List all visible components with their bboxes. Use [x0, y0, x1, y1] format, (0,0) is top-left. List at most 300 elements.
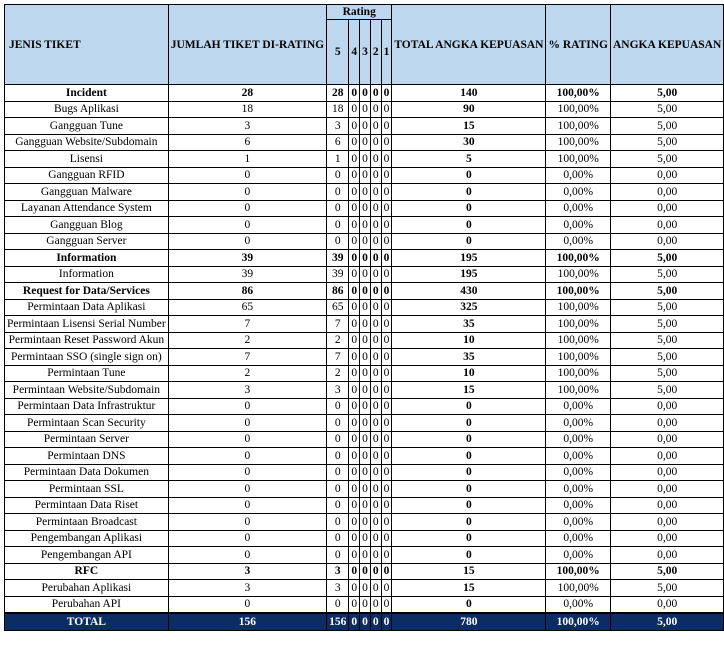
cell-r1: 0: [381, 563, 392, 580]
cell-pct: 100,00%: [546, 250, 611, 267]
cell-angka: 5,00: [610, 266, 723, 283]
total-r2: 0: [370, 613, 381, 631]
cell-r4: 0: [349, 349, 360, 366]
ticket-type-name: Permintaan Data Riset: [5, 497, 169, 514]
cell-jumlah: 7: [168, 349, 326, 366]
cell-r2: 0: [370, 448, 381, 465]
ticket-type-name: Permintaan SSL: [5, 481, 169, 498]
cell-r5: 0: [327, 415, 349, 432]
cell-r3: 0: [360, 184, 371, 201]
cell-jumlah: 0: [168, 217, 326, 234]
cell-r1: 0: [381, 134, 392, 151]
cell-r1: 0: [381, 167, 392, 184]
ticket-rating-table: [4, 4, 724, 631]
header-rating-2: 2: [370, 20, 381, 85]
cell-r2: 0: [370, 299, 381, 316]
cell-r1: 0: [381, 497, 392, 514]
cell-r1: 0: [381, 481, 392, 498]
cell-total: 35: [392, 349, 546, 366]
cell-r3: 0: [360, 85, 371, 102]
cell-r1: 0: [381, 316, 392, 333]
header-persen-rating: % RATING: [546, 5, 611, 85]
cell-r2: 0: [370, 365, 381, 382]
cell-total: 30: [392, 134, 546, 151]
table-row: [5, 464, 724, 481]
total-r1: 0: [381, 613, 392, 631]
cell-total: 0: [392, 547, 546, 564]
cell-total: 10: [392, 365, 546, 382]
cell-jumlah: 0: [168, 415, 326, 432]
cell-total: 0: [392, 497, 546, 514]
table-row: [5, 134, 724, 151]
cell-r1: 0: [381, 349, 392, 366]
cell-r4: 0: [349, 134, 360, 151]
cell-r2: 0: [370, 596, 381, 613]
cell-r2: 0: [370, 530, 381, 547]
cell-r5: 2: [327, 332, 349, 349]
cell-r5: 0: [327, 596, 349, 613]
cell-jumlah: 2: [168, 332, 326, 349]
cell-r5: 65: [327, 299, 349, 316]
cell-r1: 0: [381, 217, 392, 234]
ticket-type-name: Pengembangan API: [5, 547, 169, 564]
header-total-angka-kepuasan: TOTAL ANGKA KEPUASAN: [392, 5, 546, 85]
cell-total: 10: [392, 332, 546, 349]
cell-r4: 0: [349, 316, 360, 333]
table-row: [5, 316, 724, 333]
cell-r2: 0: [370, 547, 381, 564]
cell-r3: 0: [360, 200, 371, 217]
table-row: [5, 118, 724, 135]
ticket-type-name: Perubahan API: [5, 596, 169, 613]
cell-r3: 0: [360, 431, 371, 448]
cell-total: 0: [392, 233, 546, 250]
cell-pct: 100,00%: [546, 85, 611, 102]
table-row: [5, 266, 724, 283]
ticket-type-name: Permintaan Data Aplikasi: [5, 299, 169, 316]
cell-pct: 0,00%: [546, 547, 611, 564]
cell-r4: 0: [349, 464, 360, 481]
cell-total: 5: [392, 151, 546, 168]
cell-r2: 0: [370, 283, 381, 300]
cell-r3: 0: [360, 415, 371, 432]
total-r3: 0: [360, 613, 371, 631]
total-label: TOTAL: [5, 613, 169, 631]
ticket-type-name: Bugs Aplikasi: [5, 101, 169, 118]
cell-pct: 0,00%: [546, 398, 611, 415]
cell-angka: 0,00: [610, 398, 723, 415]
ticket-type-name: Gangguan Server: [5, 233, 169, 250]
cell-total: 0: [392, 431, 546, 448]
table-row: [5, 596, 724, 613]
cell-pct: 100,00%: [546, 316, 611, 333]
cell-r4: 0: [349, 481, 360, 498]
cell-pct: 100,00%: [546, 151, 611, 168]
cell-pct: 100,00%: [546, 332, 611, 349]
cell-r1: 0: [381, 332, 392, 349]
cell-pct: 100,00%: [546, 580, 611, 597]
cell-pct: 0,00%: [546, 184, 611, 201]
total-pct: 100,00%: [546, 613, 611, 631]
table-row: [5, 398, 724, 415]
ticket-type-name: Permintaan Server: [5, 431, 169, 448]
table-body: [5, 85, 724, 614]
cell-r4: 0: [349, 184, 360, 201]
cell-jumlah: 39: [168, 266, 326, 283]
cell-jumlah: 0: [168, 167, 326, 184]
cell-r4: 0: [349, 365, 360, 382]
cell-total: 15: [392, 382, 546, 399]
cell-angka: 5,00: [610, 332, 723, 349]
ticket-type-name: Permintaan Scan Security: [5, 415, 169, 432]
cell-pct: 100,00%: [546, 299, 611, 316]
cell-total: 0: [392, 464, 546, 481]
cell-jumlah: 0: [168, 547, 326, 564]
cell-r1: 0: [381, 547, 392, 564]
cell-r3: 0: [360, 448, 371, 465]
cell-r5: 0: [327, 530, 349, 547]
cell-r2: 0: [370, 332, 381, 349]
cell-r4: 0: [349, 233, 360, 250]
cell-r3: 0: [360, 250, 371, 267]
cell-r4: 0: [349, 596, 360, 613]
cell-jumlah: 0: [168, 530, 326, 547]
cell-r5: 0: [327, 464, 349, 481]
cell-r1: 0: [381, 514, 392, 531]
cell-r4: 0: [349, 200, 360, 217]
header-rating-3: 3: [360, 20, 371, 85]
cell-r5: 0: [327, 184, 349, 201]
cell-r5: 0: [327, 200, 349, 217]
cell-r3: 0: [360, 464, 371, 481]
ticket-type-name: Gangguan Malware: [5, 184, 169, 201]
cell-jumlah: 7: [168, 316, 326, 333]
cell-r5: 0: [327, 233, 349, 250]
cell-angka: 5,00: [610, 316, 723, 333]
cell-angka: 0,00: [610, 200, 723, 217]
header-rating: Rating: [327, 5, 392, 20]
cell-r2: 0: [370, 481, 381, 498]
cell-total: 15: [392, 118, 546, 135]
cell-r2: 0: [370, 184, 381, 201]
cell-r2: 0: [370, 85, 381, 102]
cell-pct: 100,00%: [546, 134, 611, 151]
cell-r3: 0: [360, 514, 371, 531]
header-angka-kepuasan: ANGKA KEPUASAN: [610, 5, 723, 85]
cell-r3: 0: [360, 266, 371, 283]
cell-angka: 5,00: [610, 580, 723, 597]
cell-r3: 0: [360, 530, 371, 547]
cell-pct: 0,00%: [546, 530, 611, 547]
header-rating-1: 1: [381, 20, 392, 85]
cell-r5: 0: [327, 514, 349, 531]
cell-r1: 0: [381, 530, 392, 547]
cell-jumlah: 18: [168, 101, 326, 118]
cell-r3: 0: [360, 118, 371, 135]
cell-jumlah: 86: [168, 283, 326, 300]
cell-angka: 0,00: [610, 481, 723, 498]
cell-r5: 39: [327, 250, 349, 267]
cell-pct: 0,00%: [546, 497, 611, 514]
ticket-type-name: Permintaan Data Infrastruktur: [5, 398, 169, 415]
cell-total: 0: [392, 448, 546, 465]
cell-angka: 5,00: [610, 349, 723, 366]
cell-jumlah: 2: [168, 365, 326, 382]
cell-pct: 0,00%: [546, 233, 611, 250]
cell-r1: 0: [381, 415, 392, 432]
cell-jumlah: 0: [168, 200, 326, 217]
cell-jumlah: 1: [168, 151, 326, 168]
ticket-type-name: Gangguan RFID: [5, 167, 169, 184]
total-jumlah: 156: [168, 613, 326, 631]
cell-r4: 0: [349, 448, 360, 465]
cell-pct: 0,00%: [546, 464, 611, 481]
cell-r2: 0: [370, 233, 381, 250]
cell-r4: 0: [349, 250, 360, 267]
category-row: [5, 250, 724, 267]
cell-r5: 39: [327, 266, 349, 283]
ticket-type-name: Permintaan Tune: [5, 365, 169, 382]
ticket-type-name: Lisensi: [5, 151, 169, 168]
cell-r1: 0: [381, 398, 392, 415]
table-row: [5, 497, 724, 514]
cell-jumlah: 3: [168, 118, 326, 135]
cell-jumlah: 0: [168, 514, 326, 531]
cell-angka: 0,00: [610, 415, 723, 432]
cell-total: 430: [392, 283, 546, 300]
table-row: [5, 514, 724, 531]
cell-total: 0: [392, 200, 546, 217]
table-row: [5, 299, 724, 316]
cell-jumlah: 0: [168, 596, 326, 613]
cell-total: 90: [392, 101, 546, 118]
cell-angka: 0,00: [610, 448, 723, 465]
cell-r3: 0: [360, 101, 371, 118]
cell-r4: 0: [349, 580, 360, 597]
ticket-type-name: Gangguan Blog: [5, 217, 169, 234]
cell-pct: 0,00%: [546, 448, 611, 465]
cell-angka: 5,00: [610, 563, 723, 580]
cell-r4: 0: [349, 547, 360, 564]
cell-pct: 100,00%: [546, 266, 611, 283]
header-jumlah-tiket: JUMLAH TIKET DI-RATING: [168, 5, 326, 85]
cell-total: 0: [392, 530, 546, 547]
cell-total: 195: [392, 266, 546, 283]
cell-pct: 100,00%: [546, 101, 611, 118]
header-rating-4: 4: [349, 20, 360, 85]
cell-angka: 0,00: [610, 497, 723, 514]
cell-angka: 5,00: [610, 283, 723, 300]
cell-angka: 0,00: [610, 514, 723, 531]
table-row: [5, 233, 724, 250]
table-row: [5, 349, 724, 366]
cell-total: 325: [392, 299, 546, 316]
ticket-type-name: Gangguan Website/Subdomain: [5, 134, 169, 151]
ticket-type-name: Permintaan Broadcast: [5, 514, 169, 531]
total-kepuasan: 5,00: [610, 613, 723, 631]
cell-r4: 0: [349, 299, 360, 316]
cell-r5: 3: [327, 118, 349, 135]
cell-r5: 1: [327, 151, 349, 168]
cell-r1: 0: [381, 266, 392, 283]
cell-pct: 100,00%: [546, 283, 611, 300]
cell-r2: 0: [370, 415, 381, 432]
cell-r1: 0: [381, 464, 392, 481]
cell-angka: 0,00: [610, 596, 723, 613]
cell-angka: 5,00: [610, 382, 723, 399]
cell-pct: 0,00%: [546, 217, 611, 234]
cell-r2: 0: [370, 266, 381, 283]
cell-r5: 0: [327, 217, 349, 234]
cell-angka: 0,00: [610, 217, 723, 234]
cell-r3: 0: [360, 481, 371, 498]
cell-r3: 0: [360, 382, 371, 399]
cell-jumlah: 3: [168, 563, 326, 580]
table-row: [5, 580, 724, 597]
category-row: [5, 283, 724, 300]
cell-r3: 0: [360, 563, 371, 580]
cell-r1: 0: [381, 85, 392, 102]
cell-jumlah: 3: [168, 580, 326, 597]
cell-r1: 0: [381, 200, 392, 217]
cell-total: 0: [392, 481, 546, 498]
cell-angka: 5,00: [610, 365, 723, 382]
table-row: [5, 101, 724, 118]
cell-total: 0: [392, 167, 546, 184]
cell-r2: 0: [370, 349, 381, 366]
table-row: [5, 365, 724, 382]
cell-r3: 0: [360, 167, 371, 184]
cell-angka: 0,00: [610, 233, 723, 250]
cell-r4: 0: [349, 101, 360, 118]
cell-r4: 0: [349, 283, 360, 300]
ticket-type-name: Permintaan Reset Password Akun: [5, 332, 169, 349]
cell-jumlah: 65: [168, 299, 326, 316]
cell-pct: 0,00%: [546, 431, 611, 448]
cell-r1: 0: [381, 283, 392, 300]
cell-total: 0: [392, 514, 546, 531]
cell-total: 195: [392, 250, 546, 267]
cell-r4: 0: [349, 118, 360, 135]
cell-r3: 0: [360, 151, 371, 168]
cell-total: 0: [392, 217, 546, 234]
cell-r1: 0: [381, 365, 392, 382]
cell-r1: 0: [381, 580, 392, 597]
cell-r5: 7: [327, 349, 349, 366]
table-row: [5, 200, 724, 217]
cell-r3: 0: [360, 233, 371, 250]
cell-angka: 0,00: [610, 184, 723, 201]
cell-r3: 0: [360, 349, 371, 366]
cell-r1: 0: [381, 151, 392, 168]
cell-r5: 6: [327, 134, 349, 151]
cell-r5: 3: [327, 563, 349, 580]
cell-total: 0: [392, 184, 546, 201]
cell-r3: 0: [360, 316, 371, 333]
ticket-type-name: Permintaan Lisensi Serial Number: [5, 316, 169, 333]
cell-r2: 0: [370, 580, 381, 597]
cell-angka: 5,00: [610, 101, 723, 118]
cell-pct: 100,00%: [546, 118, 611, 135]
cell-r4: 0: [349, 217, 360, 234]
category-row: [5, 563, 724, 580]
cell-r1: 0: [381, 250, 392, 267]
cell-r5: 0: [327, 497, 349, 514]
cell-r2: 0: [370, 134, 381, 151]
cell-r3: 0: [360, 283, 371, 300]
cell-jumlah: 39: [168, 250, 326, 267]
cell-r2: 0: [370, 101, 381, 118]
header-row-top: [5, 5, 724, 20]
cell-r2: 0: [370, 250, 381, 267]
cell-angka: 0,00: [610, 530, 723, 547]
cell-r5: 0: [327, 167, 349, 184]
cell-jumlah: 28: [168, 85, 326, 102]
cell-r2: 0: [370, 118, 381, 135]
cell-r5: 0: [327, 448, 349, 465]
cell-angka: 0,00: [610, 167, 723, 184]
cell-r3: 0: [360, 497, 371, 514]
cell-r4: 0: [349, 563, 360, 580]
ticket-type-name: Permintaan Data Dokumen: [5, 464, 169, 481]
cell-pct: 100,00%: [546, 563, 611, 580]
cell-r5: 86: [327, 283, 349, 300]
cell-pct: 0,00%: [546, 481, 611, 498]
header-jenis-tiket: JENIS TIKET: [5, 5, 169, 85]
cell-r4: 0: [349, 167, 360, 184]
ticket-type-name: Perubahan Aplikasi: [5, 580, 169, 597]
cell-r5: 3: [327, 580, 349, 597]
cell-r4: 0: [349, 514, 360, 531]
category-name: RFC: [5, 563, 169, 580]
cell-r2: 0: [370, 151, 381, 168]
cell-pct: 0,00%: [546, 514, 611, 531]
cell-jumlah: 0: [168, 184, 326, 201]
table-row: [5, 332, 724, 349]
cell-r5: 0: [327, 431, 349, 448]
cell-pct: 100,00%: [546, 382, 611, 399]
cell-r3: 0: [360, 217, 371, 234]
cell-r5: 18: [327, 101, 349, 118]
cell-total: 15: [392, 580, 546, 597]
table-row: [5, 167, 724, 184]
cell-r3: 0: [360, 398, 371, 415]
cell-r1: 0: [381, 382, 392, 399]
cell-r3: 0: [360, 365, 371, 382]
cell-r4: 0: [349, 398, 360, 415]
cell-r3: 0: [360, 134, 371, 151]
cell-r4: 0: [349, 530, 360, 547]
cell-r1: 0: [381, 299, 392, 316]
cell-r5: 0: [327, 547, 349, 564]
cell-r2: 0: [370, 398, 381, 415]
cell-r1: 0: [381, 118, 392, 135]
cell-jumlah: 0: [168, 481, 326, 498]
category-name: Request for Data/Services: [5, 283, 169, 300]
cell-r5: 7: [327, 316, 349, 333]
ticket-type-name: Layanan Attendance System: [5, 200, 169, 217]
cell-r5: 0: [327, 481, 349, 498]
table-row: [5, 415, 724, 432]
cell-r4: 0: [349, 497, 360, 514]
cell-r3: 0: [360, 547, 371, 564]
cell-jumlah: 0: [168, 431, 326, 448]
cell-r2: 0: [370, 167, 381, 184]
cell-r2: 0: [370, 563, 381, 580]
rating-table-container: [4, 4, 724, 631]
cell-angka: 5,00: [610, 250, 723, 267]
cell-r1: 0: [381, 448, 392, 465]
